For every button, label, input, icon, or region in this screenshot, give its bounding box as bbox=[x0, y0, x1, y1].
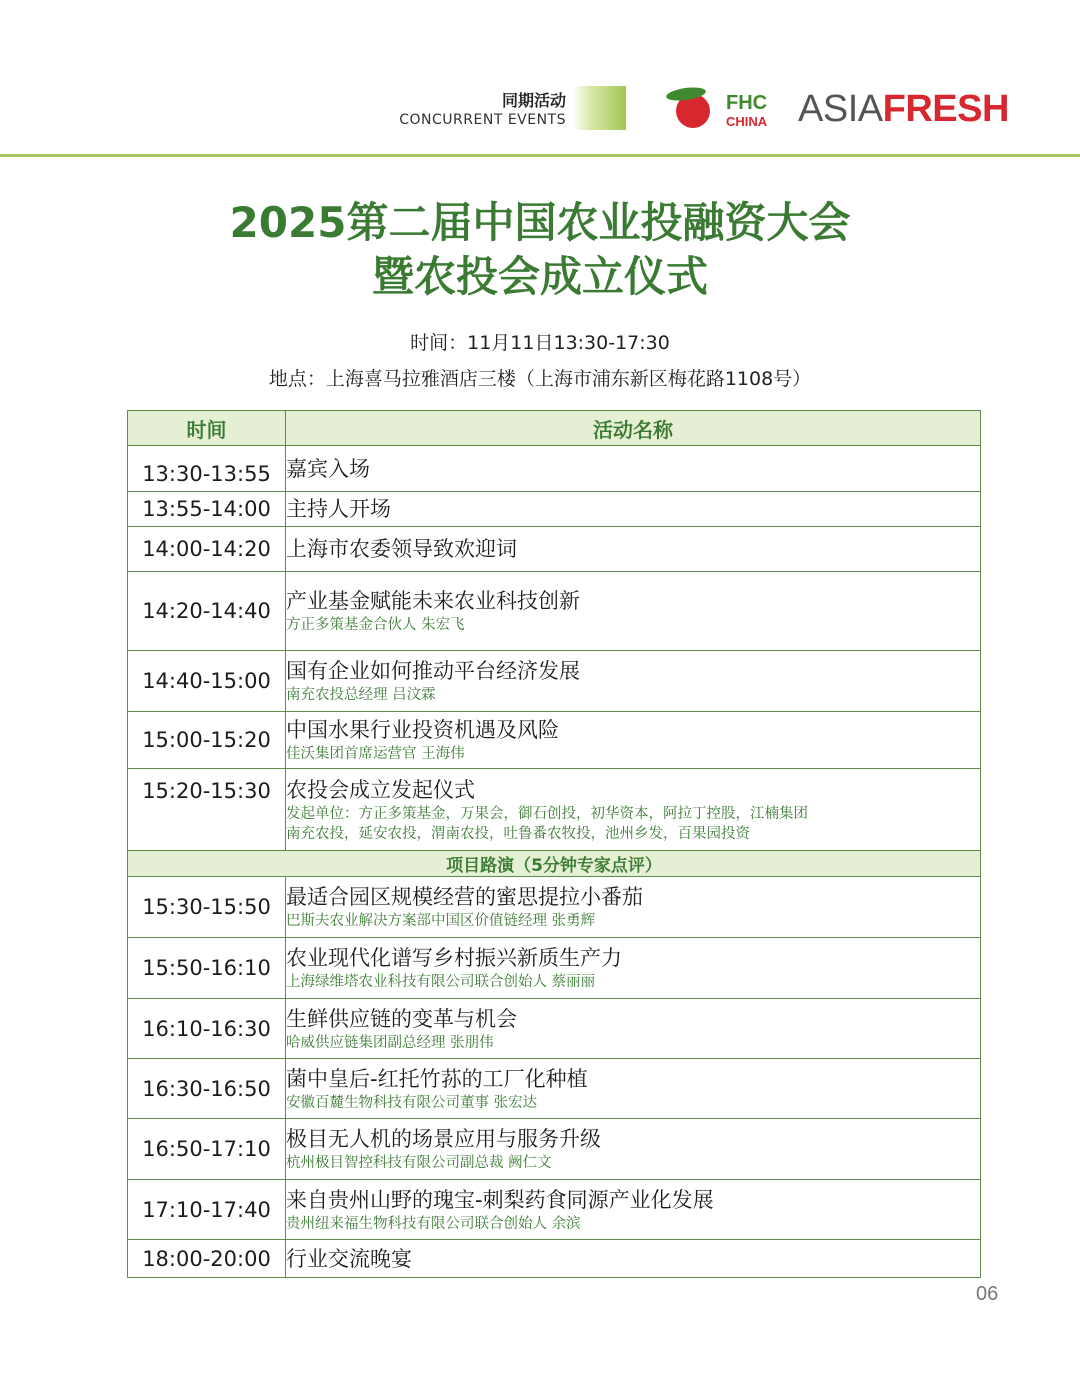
table-row bbox=[128, 446, 981, 492]
activity-title: 来自贵州山野的瑰宝-刺梨药食同源产业化发展 bbox=[286, 1187, 714, 1212]
page-title bbox=[0, 196, 1080, 304]
row-activity bbox=[286, 572, 981, 651]
table-row bbox=[128, 938, 981, 999]
table-row bbox=[128, 492, 981, 527]
asia-logo-text: ASIA bbox=[798, 88, 883, 130]
row-activity bbox=[286, 877, 981, 938]
table-row bbox=[128, 527, 981, 572]
fresh-logo-text: FRESH bbox=[882, 88, 1009, 130]
activity-speaker: 巴斯夫农业解决方案部中国区价值链经理 张勇辉 bbox=[286, 913, 596, 929]
title-line-2: 暨农投会成立仪式 bbox=[371, 252, 708, 301]
table-header-row bbox=[128, 411, 981, 446]
activity-speaker: 哈威供应链集团副总经理 张朋伟 bbox=[286, 1034, 494, 1051]
row-activity bbox=[286, 769, 981, 851]
column-header-activity: 活动名称 bbox=[286, 411, 981, 446]
row-time: 13:30-13:55 bbox=[128, 446, 286, 492]
row-activity bbox=[286, 492, 981, 527]
event-time: 时间：11月11日13:30-17:30 bbox=[410, 332, 670, 354]
activity-title: 农投会成立发起仪式 bbox=[286, 777, 475, 802]
row-time: 13:55-14:00 bbox=[128, 492, 286, 527]
activity-title: 极目无人机的场景应用与服务升级 bbox=[286, 1127, 601, 1151]
activity-title: 行业交流晚宴 bbox=[286, 1246, 412, 1271]
table-row bbox=[128, 769, 981, 851]
table-row bbox=[128, 651, 981, 712]
activity-title: 上海市农委领导致欢迎词 bbox=[286, 537, 517, 561]
row-time: 16:50-17:10 bbox=[128, 1119, 286, 1180]
table-row bbox=[128, 1119, 981, 1180]
activity-speaker: 杭州极目智控科技有限公司副总裁 阙仁文 bbox=[286, 1155, 552, 1171]
row-activity bbox=[286, 1240, 981, 1278]
fhc-china-logo bbox=[664, 86, 784, 134]
row-activity bbox=[286, 651, 981, 712]
page-header bbox=[0, 0, 1080, 160]
activity-title: 中国水果行业投资机遇及风险 bbox=[286, 718, 559, 742]
section-label: 项目路演（5分钟专家点评） bbox=[128, 851, 981, 877]
activity-title: 最适合园区规模经营的蜜思提拉小番茄 bbox=[286, 885, 643, 909]
page-number: 06 bbox=[976, 1283, 999, 1305]
event-venue: 地点：上海喜马拉雅酒店三楼（上海市浦东新区梅花路1108号） bbox=[268, 368, 812, 390]
activity-speaker: 上海绿维塔农业科技有限公司联合创始人 蔡丽丽 bbox=[286, 974, 596, 990]
row-time: 15:50-16:10 bbox=[128, 938, 286, 999]
row-activity bbox=[286, 938, 981, 999]
column-header-time: 时间 bbox=[128, 411, 286, 446]
activity-title: 国有企业如何推动平台经济发展 bbox=[286, 659, 580, 683]
row-activity bbox=[286, 446, 981, 492]
row-activity bbox=[286, 1059, 981, 1119]
table-row bbox=[128, 1240, 981, 1278]
table-row bbox=[128, 1180, 981, 1240]
activity-title: 主持人开场 bbox=[286, 497, 391, 521]
header-divider bbox=[0, 154, 1080, 157]
table-row bbox=[128, 999, 981, 1059]
fhc-logo-sub: CHINA bbox=[726, 114, 768, 129]
activity-title: 生鲜供应链的变革与机会 bbox=[286, 1006, 517, 1031]
row-activity bbox=[286, 1119, 981, 1180]
section-label-cn: 同期活动 bbox=[501, 91, 566, 110]
activity-speaker: 方正多策基金合伙人 朱宏飞 bbox=[286, 617, 465, 633]
table-row bbox=[128, 1059, 981, 1119]
section-label-en: CONCURRENT EVENTS bbox=[399, 112, 566, 128]
row-time: 16:30-16:50 bbox=[128, 1059, 286, 1119]
activity-speaker: 安徽百麓生物科技有限公司董事 张宏达 bbox=[286, 1094, 538, 1111]
row-activity bbox=[286, 1180, 981, 1240]
row-time: 15:30-15:50 bbox=[128, 877, 286, 938]
row-time: 14:20-14:40 bbox=[128, 572, 286, 651]
row-time: 14:40-15:00 bbox=[128, 651, 286, 712]
activity-sponsors-1: 发起单位：方正多策基金，万果会，御石创投，初华资本，阿拉丁控股，江楠集团 bbox=[286, 805, 808, 822]
row-activity bbox=[286, 712, 981, 769]
activity-sponsors-2: 南充农投，延安农投，渭南农投，吐鲁番农牧投，池州乡发，百果园投资 bbox=[286, 825, 750, 842]
title-line-1: 2025第二届中国农业投融资大会 bbox=[229, 198, 851, 247]
asiafresh-logo bbox=[798, 88, 1009, 131]
activity-title: 嘉宾入场 bbox=[286, 456, 370, 481]
row-time: 16:10-16:30 bbox=[128, 999, 286, 1059]
section-gradient-bar bbox=[572, 86, 626, 130]
fhc-logo-text: FHC bbox=[726, 92, 768, 114]
row-activity bbox=[286, 999, 981, 1059]
activity-speaker: 南充农投总经理 吕汶霖 bbox=[286, 687, 436, 703]
schedule-table bbox=[127, 410, 981, 1278]
table-row bbox=[128, 572, 981, 651]
row-time: 14:00-14:20 bbox=[128, 527, 286, 572]
row-time: 15:20-15:30 bbox=[128, 769, 286, 851]
row-activity bbox=[286, 527, 981, 572]
row-time: 18:00-20:00 bbox=[128, 1240, 286, 1278]
activity-title: 菌中皇后-红托竹荪的工厂化种植 bbox=[286, 1066, 588, 1091]
activity-title: 产业基金赋能未来农业科技创新 bbox=[286, 589, 580, 613]
row-time: 17:10-17:40 bbox=[128, 1180, 286, 1240]
activity-title: 农业现代化谱写乡村振兴新质生产力 bbox=[286, 946, 622, 970]
section-row bbox=[128, 851, 981, 877]
table-row bbox=[128, 877, 981, 938]
table-row bbox=[128, 712, 981, 769]
activity-speaker: 贵州纽来福生物科技有限公司联合创始人 余滨 bbox=[286, 1215, 581, 1232]
row-time: 15:00-15:20 bbox=[128, 712, 286, 769]
activity-speaker: 佳沃集团首席运营官 王海伟 bbox=[286, 746, 465, 762]
